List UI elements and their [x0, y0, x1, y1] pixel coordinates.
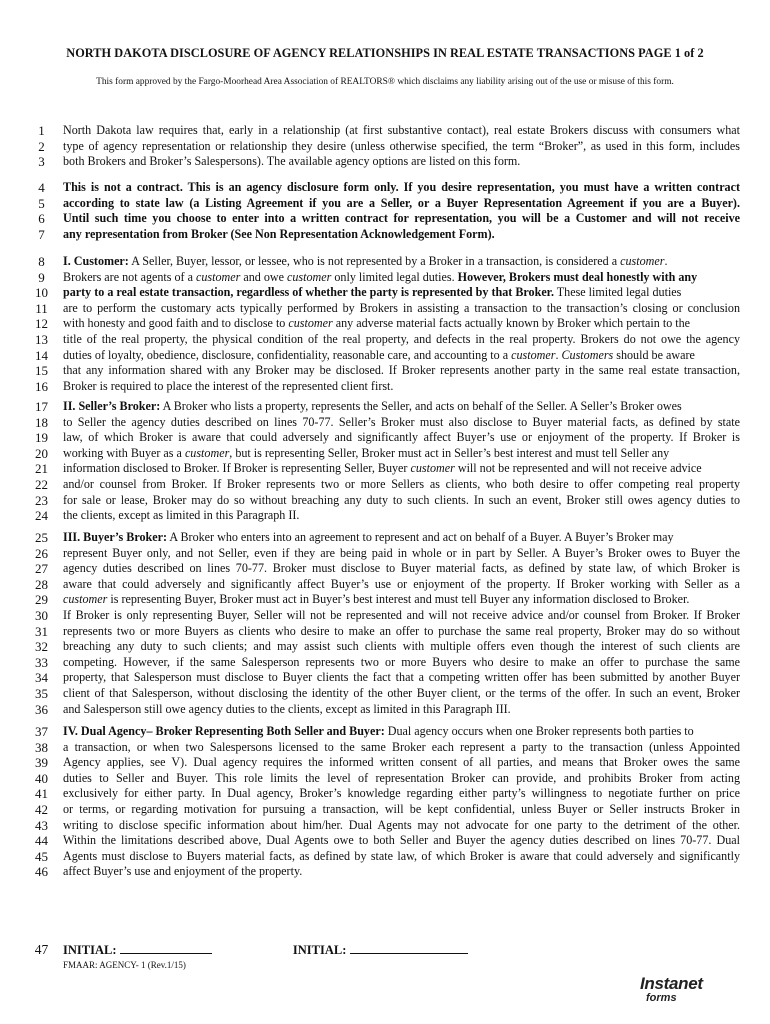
- initial-field-2[interactable]: [350, 942, 468, 954]
- section-heading-buyers-broker: III. Buyer’s Broker:: [63, 530, 168, 544]
- line-32: 32 breaching any duty to such clients; and may assist such clients with multiple offers even though the interest of such clients are: [35, 639, 740, 655]
- contract-notice-paragraph: [20, 180, 740, 242]
- line-15: 15 that any information shared with any Broker may be disclosed. If Broker represents another party in the same real estate transaction,: [35, 363, 740, 379]
- sellers-broker-paragraph: [20, 399, 740, 524]
- line-41: 41 exclusively for either party. In Dual agency, Broker’s knowledge regarding either party’s willingness to negotiate further on price: [35, 786, 740, 802]
- section-heading-dual-agency: IV. Dual Agency– Broker Representing Both Seller and Buyer:: [63, 724, 385, 738]
- line-31: 31 represents two or more Buyers as clients who desire to make an offer to purchase the same real property, Broker may do so without: [35, 623, 740, 639]
- page-footer: [20, 942, 740, 958]
- line-37: 37 IV. Dual Agency– Broker Representing Both Seller and Buyer: Dual agency occurs when one Broker represents both parties to: [35, 724, 694, 739]
- line-2: 2 type of agency representation or relationship they desire (unless otherwise specified, the term “Broker”, as used in this form, includes: [38, 138, 740, 154]
- line-19: 19 law, of which Broker is aware that could adversely and significantly affect Buyer’s use or enjoyment of the property. If Broker is: [35, 430, 740, 446]
- line-13: 13 title of the real property, the physical condition of the real property, and defects in the real property. Brokers do not owe the agency: [35, 331, 740, 347]
- line-30: 30 If Broker is only representing Buyer, Seller will not be represented and will not receive advice and/or counsel from Broker. If Broker: [35, 607, 740, 623]
- line-28: 28 aware that could adversely and significantly affect Buyer’s use or enjoyment of the property. If Broker working with Seller as a: [35, 576, 740, 592]
- line-3: 3 both Brokers and Broker’s Salespersons). The available agency options are listed on this form.: [38, 154, 521, 170]
- line-27: 27 agency duties described on lines 70-77. Broker must disclose to Buyer material facts, as defined by state law, of which Broker is: [35, 561, 740, 577]
- line-46: 46 affect Buyer’s use and enjoyment of the property.: [35, 864, 303, 880]
- line-12: 12 with honesty and good faith and to disclose to customer any adverse material facts actually known by Broker which pertain to the: [35, 316, 691, 332]
- customer-paragraph: [20, 254, 740, 394]
- line-45: 45 Agents must disclose to Buyers material facts, as defined by state law, of which Broker is aware that could adversely and significantly: [35, 848, 740, 864]
- line-5: 5 according to state law (a Listing Agreement if you are a Seller, or a Buyer Representation Agreement if you are a Buyer).: [38, 195, 740, 211]
- intro-paragraph: [20, 123, 740, 170]
- logo-subtext: forms: [646, 992, 677, 1004]
- form-id: FMAAR: AGENCY- 1 (Rev.1/15): [63, 960, 186, 970]
- line-20: 20 working with Buyer as a customer, but is representing Seller, Broker must act in Seller’s best interest and must tell Seller any: [35, 445, 670, 461]
- line-17: 17 II. Seller’s Broker: A Broker who lists a property, represents the Seller, and acts on behalf of the Seller. A Seller’s Broker owes: [35, 399, 682, 414]
- dual-agency-paragraph: [20, 724, 740, 880]
- buyers-broker-paragraph: [20, 530, 740, 717]
- line-38: 38 a transaction, or when two Salespersons licensed to the same Broker each represent a party to the transaction (unless Appointed: [35, 739, 740, 755]
- line-34: 34 property, that Salesperson must disclose to Buyer clients the fact that a competing written offer has been submitted by another Buyer: [35, 670, 740, 686]
- line-21: 21 information disclosed to Broker. If Broker is representing Seller, Buyer customer will not be represented and will not receive advice: [35, 461, 702, 477]
- line-26: 26 represent Buyer only, and not Seller, even if they are being paid in whole or in part by Seller. A Buyer’s Broker owes to Buyer the: [35, 545, 740, 561]
- line-1: 1 North Dakota law requires that, early in a relationship (at first substantive contact), real estate Brokers discuss with consumers what: [38, 123, 740, 138]
- section-heading-sellers-broker: II. Seller’s Broker:: [63, 399, 161, 413]
- line-16: 16 Broker is required to place the interest of the represented client first.: [35, 378, 394, 394]
- initial-field-1[interactable]: [120, 942, 212, 954]
- form-disclaimer: This form approved by the Fargo-Moorhead Area Association of REALTORS® which disclaims any liability arising out of the use or misuse of this form.: [96, 77, 674, 87]
- section-heading-customer: I. Customer:: [63, 254, 129, 268]
- line-33: 33 competing. However, if the same Salesperson represents two or more Buyers who desire to make an offer to purchase the same: [35, 654, 740, 670]
- line-9: 9 Brokers are not agents of a customer and owe customer only limited legal duties. However, Brokers must deal honestly with any: [38, 269, 698, 285]
- initial-label-2: INITIAL:: [292, 943, 347, 957]
- line-39: 39 Agency applies, see V). Dual agency requires the informed written consent of all parties, and means that Broker owes the same: [35, 755, 740, 771]
- logo-wordmark: Instanet: [640, 974, 703, 993]
- line-22: 22 and/or counsel from Broker. If Broker represents two or more Sellers as clients, who both desire to offer competing real property: [35, 476, 740, 492]
- line-40: 40 duties to Seller and Buyer. This role limits the level of representation Broker can provide, and prohibits Broker from acting: [35, 770, 740, 786]
- line-11: 11 are to perform the customary acts typically performed by Brokers in assisting a transaction to the transaction’s closing or conclusion: [35, 300, 740, 316]
- line-6: 6 Until such time you choose to enter into a written contract for representation, you will be a Customer and will not receive: [38, 211, 740, 227]
- initial-label-1: INITIAL:: [63, 943, 117, 957]
- line-35: 35 client of that Salesperson, without disclosing the identity of the other Buyer client, or the terms of the offer. In such an event, Broker: [35, 685, 740, 701]
- line-24: 24 the clients, except as limited in this Paragraph II.: [35, 508, 300, 524]
- page-title: NORTH DAKOTA DISCLOSURE OF AGENCY RELATIONSHIPS IN REAL ESTATE TRANSACTIONS PAGE 1 of 2: [66, 46, 704, 60]
- line-42: 42 or terms, or regarding motivation for pursuing a transaction, will be kept confidential, unless Buyer or Seller instructs Broker in: [35, 801, 740, 817]
- line-47: 47 INITIAL: INITIAL:: [20, 942, 740, 958]
- line-29: 29 customer is representing Buyer, Broker must act in Buyer’s best interest and must tell Buyer any information disclosed to Broker.: [35, 592, 690, 608]
- line-23: 23 for sale or lease, Broker may do so without breaching any duty to such clients. In such an event, Broker still owes agency duties to: [35, 492, 740, 508]
- line-10: 10 party to a real estate transaction, regardless of whether the party is represented by that Broker. These limited legal duties: [35, 285, 682, 301]
- line-44: 44 Within the limitations described above, Dual Agents owe to both Seller and Buyer the agency duties described on lines 70-77. Dual: [35, 833, 740, 849]
- line-25: 25 III. Buyer’s Broker: A Broker who enters into an agreement to represent and act on behalf of a Buyer. A Buyer’s Broker may: [35, 530, 674, 545]
- instanet-forms-logo: [640, 975, 720, 1015]
- line-43: 43 writing to disclose specific information about him/her. Dual Agents may not advocate for one party to the detriment of the other.: [35, 817, 740, 833]
- line-7: 7 any representation from Broker (See Non Representation Acknowledgement Form).: [38, 226, 495, 242]
- line-4: 4 This is not a contract. This is an agency disclosure form only. If you desire representation, you must have a written contract: [38, 180, 740, 195]
- line-14: 14 duties of loyalty, obedience, disclosure, confidentiality, reasonable care, and accounting to a customer. Customers should be aware: [35, 347, 695, 363]
- line-8: 8 I. Customer: A Seller, Buyer, lessor, or lessee, who is not represented by a Broker in a transaction, is considered a customer.: [38, 254, 668, 269]
- line-36: 36 and Salesperson still owe agency duties to the clients, except as limited in this Paragraph III.: [35, 701, 511, 717]
- line-18: 18 to Seller the agency duties described on lines 70-77. Seller’s Broker must also disclose to Buyer material facts, as defined by state: [35, 414, 740, 430]
